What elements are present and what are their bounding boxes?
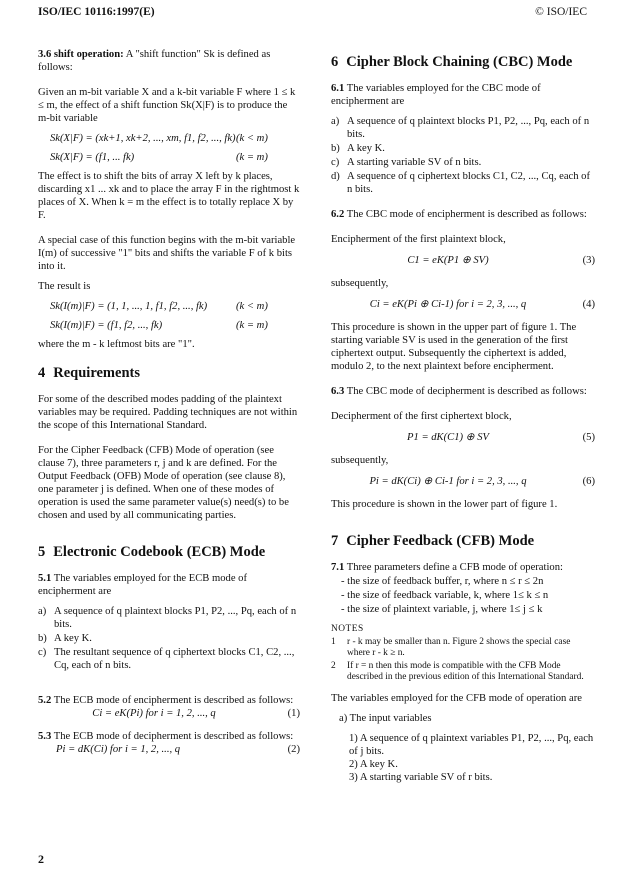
list-item: a) A sequence of q plaintext blocks P1, P2, ..., Pq, each of n bits.: [331, 115, 590, 140]
list: [38, 605, 300, 672]
equation: Pi = dK(Ci) ⊕ Ci-1 for i = 2, 3, ..., q (6): [369, 476, 595, 488]
paragraph: 5.3 The ECB mode of decipherment is described as follows:: [38, 731, 294, 743]
list-item: - the size of feedback variable, k, where 1≤ k ≤ n: [341, 590, 549, 602]
list-item: b) A key K.: [38, 633, 92, 645]
notes: NOTES 1 r - k may be smaller than n. Figure 2 shows the special case where r - k ≥ n. 2 If r = n then this mode is compatible with the CFB Mode described in the previous edition of this International Standard.: [331, 624, 584, 683]
equation: C1 = eK(P1 ⊕ SV) (3): [407, 254, 595, 266]
paragraph: where the m - k leftmost bits are "1".: [38, 339, 195, 351]
header-right: © ISO/IEC: [535, 6, 587, 18]
list-item: a) A sequence of q plaintext blocks P1, P2, ..., Pq, each of n bits.: [38, 606, 297, 631]
list-item: c) A starting variable SV of n bits.: [331, 156, 482, 168]
definition: A "shift function" Sk is defined as follows:: [38, 49, 271, 74]
page-number: 2: [38, 852, 44, 866]
equation: Ci = eK(Pi ⊕ Ci-1) for i = 2, 3, ..., q (4): [369, 299, 595, 311]
paragraph: The variables employed for the CFB mode of operation are: [331, 692, 582, 704]
formula: Sk(X|F) = (f1, ... fk) (k = m): [50, 152, 268, 164]
list-item: 3) A starting variable SV of r bits.: [349, 771, 493, 783]
input-variables-list: [331, 732, 595, 784]
paragraph: 6.3 The CBC mode of decipherment is described as follows:: [331, 386, 587, 398]
list: [331, 115, 595, 196]
equation: P1 = dK(C1) ⊕ SV (5): [407, 432, 595, 444]
paragraph: Encipherment of the first plaintext block,: [331, 233, 506, 245]
paragraph: a) The input variables: [339, 712, 432, 724]
list-item: d) A sequence of q ciphertext blocks C1, C2, ..., Cq, each of n bits.: [331, 170, 591, 195]
equation: Pi = dK(Ci) for i = 1, 2, ..., q (2): [56, 744, 300, 756]
paragraph: The effect is to shift the bits of array X left by k places, discarding x1 ... xk and to place the array F in the rightmost k places of X. When k = m the effect is to totally replace X by F.: [38, 171, 300, 222]
paragraph: Given an m-bit variable X and a k-bit variable F where 1 ≤ k ≤ m, the effect of a shift function Sk(X|F) is to produce the m-bit variable: [38, 87, 296, 125]
section-number: 3.6: [38, 49, 52, 60]
paragraph: subsequently,: [331, 455, 389, 467]
section-3-6: [38, 48, 300, 74]
list-item: - the size of feedback buffer, r, where n ≤ r ≤ 2n: [341, 576, 544, 588]
paragraph: This procedure is shown in the lower part of figure 1.: [331, 499, 558, 511]
term: shift operation:: [53, 49, 124, 60]
paragraph: 5.2 The ECB mode of encipherment is described as follows:: [38, 695, 294, 707]
paragraph: This procedure is shown in the upper part of figure 1. The starting variable SV is used in the generation of the first ciphertext output. Subsequently the ciphertext is added, modulo 2, to the next plaintext before encipherment.: [331, 322, 577, 373]
paragraph: A special case of this function begins with the m-bit variable I(m) of successive "1" bits and shifts the variable F of k bits into it.: [38, 235, 296, 273]
paragraph: 5.1 The variables employed for the ECB mode of encipherment are: [38, 573, 247, 598]
left-column: [38, 48, 300, 756]
formula: Sk(I(m)|F) = (1, 1, ..., 1, f1, f2, ..., fk) (k < m): [50, 301, 268, 313]
paragraph: 7.1 Three parameters define a CFB mode of operation:: [331, 562, 563, 574]
list-item: b) A key K.: [331, 142, 385, 154]
section-heading: 4 Requirements: [38, 365, 140, 382]
paragraph: For some of the described modes padding of the plaintext variables may be required. Padding techniques are not within the scope of this International Standard.: [38, 394, 298, 432]
section-heading: 6 Cipher Block Chaining (CBC) Mode: [331, 54, 573, 70]
equation: Ci = eK(Pi) for i = 1, 2, ..., q (1): [92, 708, 300, 720]
paragraph: subsequently,: [331, 278, 389, 289]
section-heading: 5 Electronic Codebook (ECB) Mode: [38, 544, 266, 561]
section-heading: 7 Cipher Feedback (CFB) Mode: [331, 533, 535, 550]
paragraph: The result is: [38, 281, 91, 293]
paragraph: 6.2 The CBC mode of encipherment is described as follows:: [331, 208, 587, 220]
paragraph: 6.1 The variables employed for the CBC mode of encipherment are: [331, 82, 541, 107]
header-left: ISO/IEC 10116:1997(E): [38, 6, 155, 18]
formula: Sk(X|F) = (xk+1, xk+2, ..., xm, f1, f2, ..., fk) (k < m): [50, 133, 268, 145]
list-item: 2) A key K.: [349, 758, 398, 770]
list-item: - the size of plaintext variable, j, where 1≤ j ≤ k: [341, 604, 543, 616]
list-item: 1) A sequence of q plaintext variables P1, P2, ..., Pq, each of j bits.: [349, 732, 594, 757]
list-item: c) The resultant sequence of q ciphertext blocks C1, C2, ..., Cq, each of n bits.: [38, 647, 295, 672]
paragraph: For the Cipher Feedback (CFB) Mode of operation (see clause 7), three parameters r, j and k are defined. For the Output Feedback (OFB) Mode of operation (see clause 8), one parameter j is defined. When one of these modes of operation is used the same parameter value(s) need(s) to be chosen and used by all communicating parties.: [38, 445, 289, 522]
formula: Sk(I(m)|F) = (f1, f2, ..., fk) (k = m): [50, 320, 268, 332]
right-column: [331, 48, 595, 784]
paragraph: Decipherment of the first ciphertext block,: [331, 411, 512, 423]
parameter-list: [331, 575, 595, 616]
